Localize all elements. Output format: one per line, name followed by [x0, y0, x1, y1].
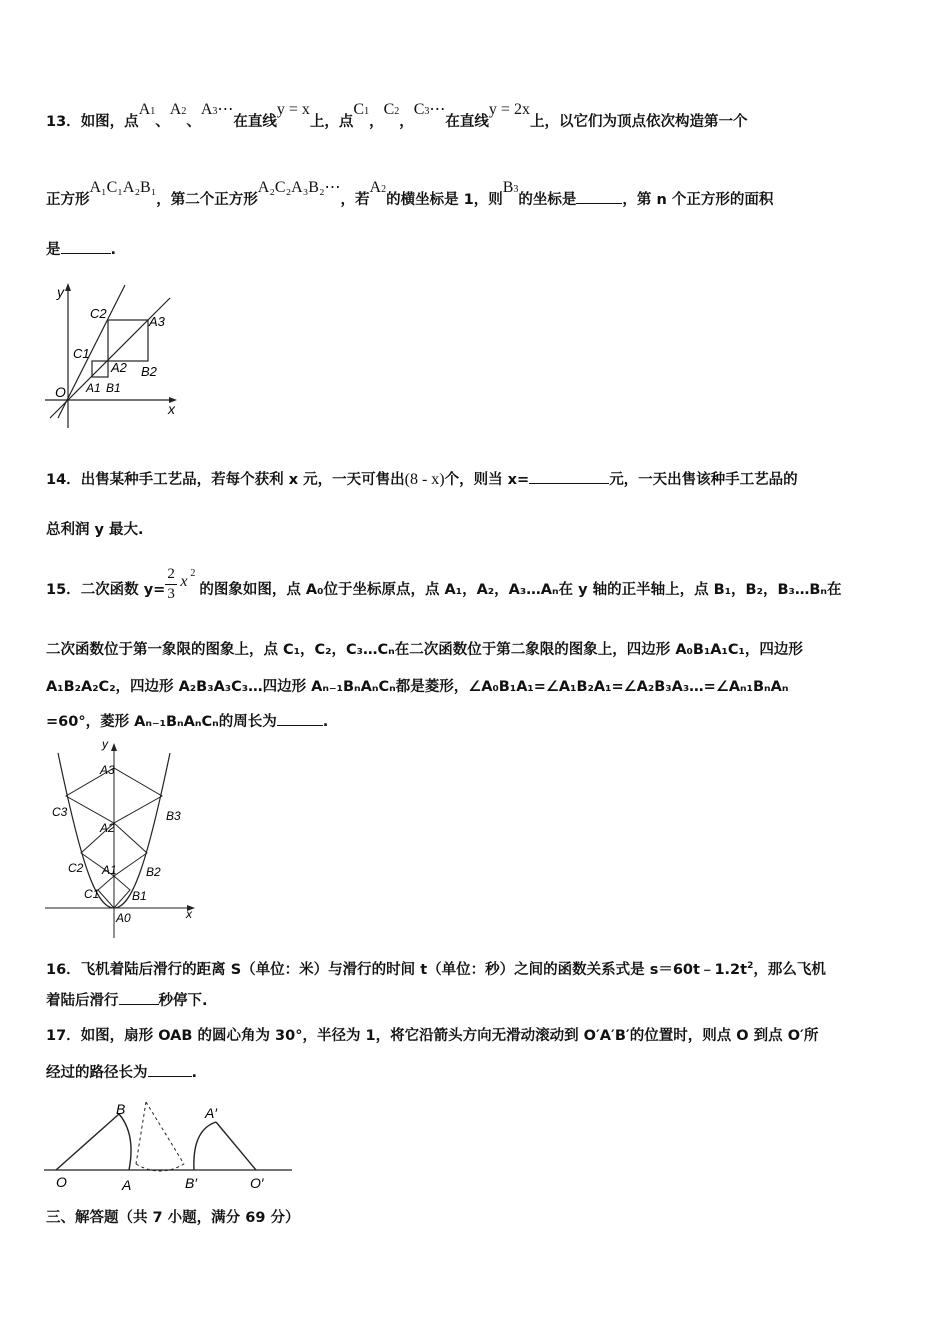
label-b2: B2: [141, 364, 157, 379]
label-c1: C1: [84, 887, 100, 901]
section-3-heading: 三、解答题（共 7 小题，满分 69 分）: [46, 1210, 300, 1226]
q14-line2: 总利润 y 最大.: [46, 522, 144, 538]
label-b3: B3: [166, 809, 181, 823]
answer-blank: [119, 992, 159, 1005]
q17-line2: 经过的路径长为 .: [46, 1065, 198, 1081]
answer-blank: [148, 1064, 192, 1077]
label-a: A: [122, 1177, 132, 1193]
q13-line1: 13．如图，点A1、A2、A3⋯在直线y = x上，点C1，C2，C3⋯在直线y = 2x上，以它们为顶点依次构造第一个: [46, 101, 748, 130]
label-c2: C2: [90, 306, 107, 321]
label-b1: B1: [132, 889, 147, 903]
q15-line1: 15．二次函数 y= 2 3 x 2 的图象如图，点 A₀位于坐标原点，点 A₁，A₂，A₃…Aₙ在 y 轴的正半轴上，点 B₁，B₂，B₃…Bₙ在: [46, 566, 842, 602]
q13-figure: [40, 280, 190, 430]
answer-blank: [61, 241, 111, 254]
q16-line1: 16．飞机着陆后滑行的距离 S（单位：米）与滑行的时间 t（单位：秒）之间的函数关系式是 $s=60t﹣1.2t^2$，那么飞机: [46, 961, 826, 978]
q13-line2: 正方形A₁C₁A₂B₁，第二个正方形A₂C₂A₃B₂⋯，若A2的横坐标是 1，则B3的坐标是 ，第 n 个正方形的面积: [46, 179, 774, 208]
label-c3: C3: [52, 805, 68, 819]
q16-line2: 着陆后滑行 秒停下.: [46, 993, 208, 1009]
label-a1: A1: [86, 381, 101, 395]
fraction: 2 3 x 2: [167, 566, 196, 602]
label-c1: C1: [73, 346, 90, 361]
label-c2: C2: [68, 861, 84, 875]
answer-blank: [277, 713, 323, 726]
label-b-prime: B′: [185, 1175, 197, 1191]
label-b: B: [116, 1101, 126, 1117]
label-b1: B1: [106, 381, 121, 395]
q15-figure: [40, 738, 200, 943]
label-b2: B2: [146, 865, 161, 879]
q15-line2: 二次函数位于第一象限的图象上，点 C₁，C₂，C₃…Cₙ在二次函数位于第二象限的图象上，四边形 A₀B₁A₁C₁，四边形: [46, 642, 803, 658]
q15-line4: =60°，菱形 Aₙ₋₁BₙAₙCₙ的周长为 .: [46, 714, 329, 730]
label-a3: A3: [100, 763, 115, 777]
axis-x-label: x: [186, 907, 192, 921]
label-a0: A0: [116, 911, 131, 925]
q17-figure: [44, 1094, 294, 1194]
q15-line3: A₁B₂A₂C₂，四边形 A₂B₃A₃C₃…四边形 Aₙ₋₁BₙAₙCₙ都是菱形，∠A₀B₁A₁=∠A₁B₂A₁=∠A₂B₃A₃…=∠Aₙ₁BₙAₙ: [46, 679, 789, 695]
q17-line1: 17．如图，扇形 OAB 的圆心角为 30°，半径为 1，将它沿箭头方向无滑动滚动到 O′A′B′的位置时，则点 O 到点 O′所: [46, 1028, 819, 1044]
label-o-prime: O′: [250, 1175, 264, 1191]
axis-y-label: y: [57, 284, 64, 300]
label-a1: A1: [102, 863, 117, 877]
axis-x-label: x: [168, 401, 175, 417]
label-a-prime: A′: [205, 1105, 217, 1121]
label-a3: A3: [149, 314, 165, 329]
origin-label: O: [55, 384, 66, 400]
q13-line3: 是 .: [46, 242, 117, 258]
label-a2: A2: [111, 360, 127, 375]
answer-blank: [576, 191, 622, 204]
axis-y-label: y: [102, 737, 108, 751]
label-a2: A2: [100, 821, 115, 835]
q14-line1: 14．出售某种手工艺品，若每个获利 x 元，一天可售出(8 - x)个，则当 x= 元，一天出售该种手工艺品的: [46, 471, 798, 488]
answer-blank: [529, 471, 609, 484]
label-o: O: [56, 1174, 67, 1190]
